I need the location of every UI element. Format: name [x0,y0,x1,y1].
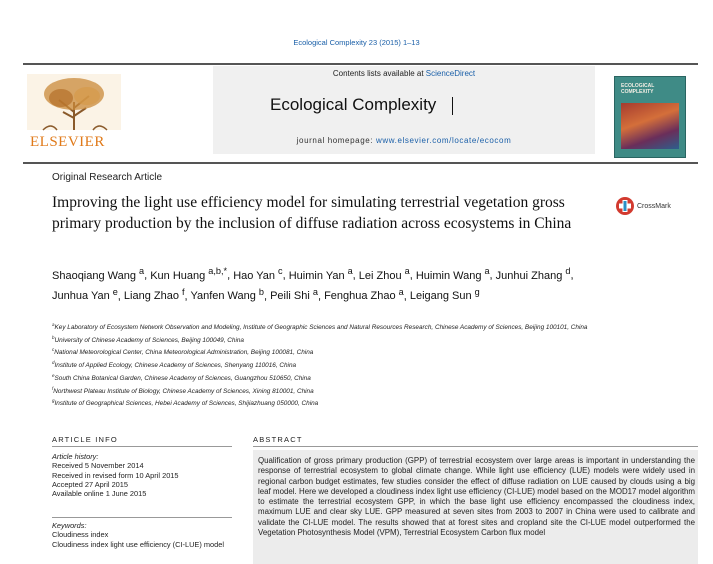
affiliation-item [52,384,612,397]
text-cursor [452,97,453,115]
history-line: Available online 1 June 2015 [52,489,147,499]
affiliation-marker: f [52,385,54,391]
author-separator: , [489,269,493,282]
affiliation-item [52,333,612,346]
author-name[interactable]: Huimin Wang [415,269,482,282]
author-affiliation-marker[interactable]: c [278,266,283,276]
author-affiliation-marker[interactable]: a [404,266,410,276]
author-separator: , [409,269,413,282]
affiliation-marker: b [52,334,55,340]
affiliation-text: Institute of Applied Ecology, Chinese Academy of Sciences, Shenyang 110016, China [54,362,297,370]
author-affiliation-marker[interactable]: a [398,286,404,297]
affiliation-text: South China Botanical Garden, Chinese Academy of Sciences, Guangzhou 510650, China [54,375,311,382]
author-affiliation-marker[interactable]: a [347,266,353,276]
journal-title: Ecological Complexity [270,95,437,114]
author-affiliation-marker[interactable]: f [181,286,185,297]
affiliation-text: Institute of Geographical Sciences, Hebei Academy of Sciences, Shijiazhuang 050000, China [54,400,319,408]
abstract-text: Qualification of gross primary production (GPP) of terrestrial ecosystem over large areas is important in understanding the response of terrestrial ecosystem to global climate change. While light use efficiency (LUE) models were widely used in regional carbon budget estimates, few studies consider the effect of diffuse radiation on LUE caused by clouds using a big leaf model. Here we developed a cloudiness index light use efficiency (CI-LUE) model based on the MOD17 model algorithm to estimate the terrestrial ecosystem GPP, in which the base light use efficiency encompassed the cloudiness index, maximum LUE and clear sky LUE. GPP measured at seven sites from 2003 to 2007 in China were used to calibrate and validate the CI-LUE model. The results showed that at forest sites and cropland site the CI-LUE model outperformed the Vegetation Photosynthesis Model (VPM), Terrestrial Ecosystem Carbon flux model [258,456,695,538]
author-separator: , [144,269,148,282]
author-separator: , [403,290,407,303]
author-name[interactable]: Junhua Yan [52,290,110,303]
contents-available-line [213,69,595,78]
author-affiliation-marker[interactable]: a [312,286,318,297]
author-affiliation-marker[interactable]: d [565,266,571,276]
divider [52,517,232,518]
keywords-section [52,521,232,549]
author-separator: , [352,269,356,282]
history-line: Received in revised form 10 April 2015 [52,470,179,480]
abstract-heading: ABSTRACT [253,435,303,444]
author-separator: , [317,290,321,303]
history-line: Accepted 27 April 2015 [52,479,129,489]
author-separator: , [227,269,231,282]
paper-title: Improving the light use efficiency model for simulating terrestrial vegetation gross primary production by the inclusion of diffuse radiation across ecosystems in China [52,194,572,232]
author-name[interactable]: Shaoqiang Wang [52,269,136,282]
affiliation-item [52,371,612,384]
author-separator: , [263,290,268,303]
article-history [52,452,232,498]
article-info-heading: ARTICLE INFO [52,435,118,444]
homepage-link[interactable]: www.elsevier.com/locate/ecocom [375,136,512,145]
publisher-name: ELSEVIER [30,134,105,150]
author-separator: , [570,269,574,282]
history-line: Received 5 November 2014 [52,461,144,471]
affiliation-marker: d [52,360,55,366]
author-separator: , [282,269,286,282]
keywords-label: Keywords: [52,521,87,530]
author-name[interactable]: Huimin Yan [288,269,345,282]
affiliation-item [52,396,612,409]
affiliation-text: Northwest Plateau Institute of Biology, Chinese Academy of Sciences, Xining 810001, China [53,387,314,395]
keyword-item: Cloudiness index light use efficiency (CI-LUE) model [52,539,224,549]
affiliation-text: National Meteorological Center, China Meteorological Administration, Beijing 100081, China [54,349,314,357]
author-separator: , [184,290,188,303]
divider [253,446,698,447]
contents-prefix: Contents lists available at [332,69,426,78]
affiliation-item [52,320,612,333]
history-label: Article history: [52,452,99,461]
cover-title: ECOLOGICAL COMPLEXITY [621,83,655,95]
author-name[interactable]: Peili Shi [270,290,310,303]
affiliation-marker: g [52,398,55,404]
sciencedirect-link[interactable]: ScienceDirect [425,69,476,78]
author-name[interactable]: Fenghua Zhao [324,290,396,303]
crossmark-label[interactable]: CrossMark [637,203,671,210]
affiliations-list [52,320,612,409]
affiliation-item [52,345,612,358]
cover-artwork [621,103,679,149]
author-affiliation-marker[interactable]: e [112,286,118,297]
author-name[interactable]: Liang Zhao [123,290,179,303]
author-name[interactable]: Kun Huang [150,269,206,282]
author-affiliation-marker[interactable]: a [484,266,490,276]
author-affiliation-marker[interactable]: g [474,286,480,297]
affiliation-marker: a [52,322,55,327]
author-affiliation-marker[interactable]: b [258,286,264,297]
author-name[interactable]: Hao Yan [233,269,276,282]
author-name[interactable]: Junhui Zhang [495,269,563,282]
author-list [52,263,597,304]
author-separator: , [117,290,121,303]
affiliation-text: Key Laboratory of Ecosystem Network Observation and Modeling, Institute of Geographic Sciences and Natural Resources Research, Chinese Academy of Sciences, Beijing 100101, China [54,324,588,332]
affiliation-marker: c [52,347,55,353]
journal-homepage-line [213,136,595,145]
divider [52,446,232,447]
author-affiliation-marker[interactable]: a [139,266,145,276]
homepage-prefix: journal homepage: [296,136,376,145]
journal-cover-thumbnail[interactable] [614,76,686,158]
keyword-item: Cloudiness index [52,530,109,540]
affiliation-marker: e [52,372,55,378]
affiliation-text: University of Chinese Academy of Sciences, Beijing 100049, China [54,336,244,344]
affiliation-item [52,358,612,371]
author-name[interactable]: Yanfen Wang [190,290,256,303]
author-name[interactable]: Lei Zhou [358,269,402,282]
journal-citation[interactable]: Ecological Complexity 23 (2015) 1–13 [293,38,420,47]
author-affiliation-marker[interactable]: a,b,* [208,266,228,276]
author-name[interactable]: Leigang Sun [409,290,472,303]
article-type: Original Research Article [52,172,163,183]
